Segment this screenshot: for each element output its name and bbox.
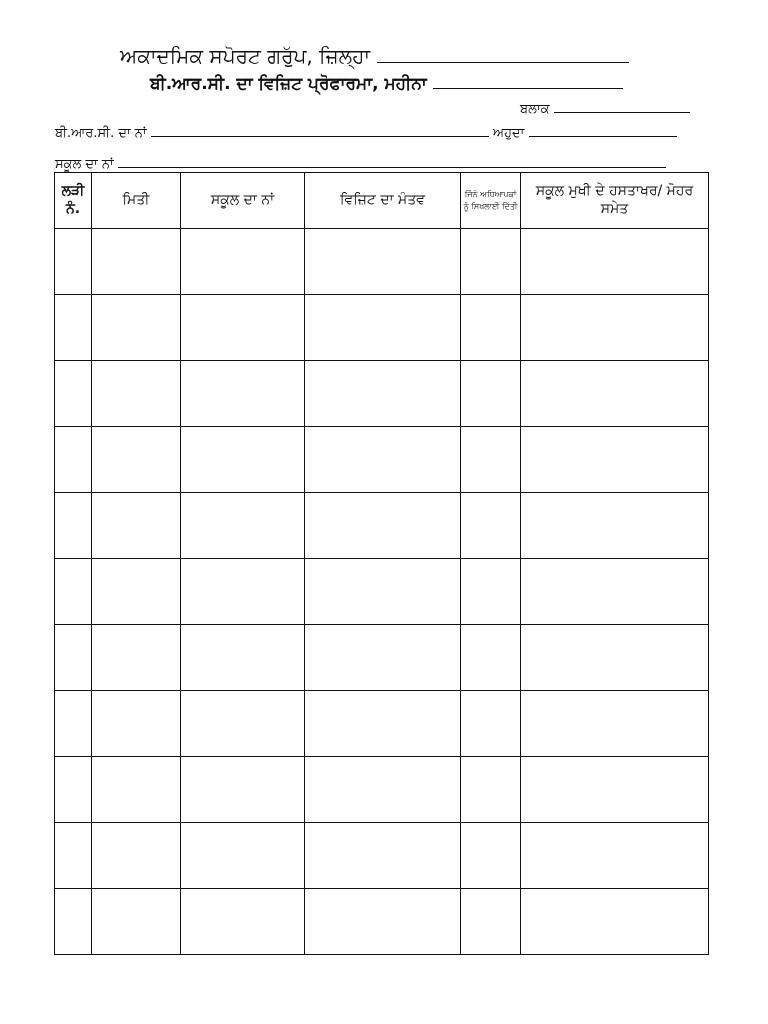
table-cell[interactable] (461, 757, 521, 823)
brc-officer-row (55, 120, 677, 141)
column-serial-number: ਲੜੀ ਨੰ. (55, 173, 92, 229)
school-name-label: ਸਕੂਲ ਦਾ ਨਾਂ (55, 157, 114, 172)
table-cell[interactable] (181, 757, 305, 823)
table-cell[interactable] (521, 361, 709, 427)
table-cell[interactable] (461, 625, 521, 691)
table-row (55, 229, 709, 295)
table-row (55, 625, 709, 691)
column-head-signature-stamp: ਸਕੂਲ ਮੁਖੀ ਦੇ ਹਸਤਾਖਰ/ ਮੋਹਰ ਸਮੇਤ (521, 173, 709, 229)
table-cell[interactable] (92, 229, 181, 295)
table-cell[interactable] (305, 361, 461, 427)
table-cell[interactable] (305, 493, 461, 559)
visit-log-table (54, 172, 709, 955)
table-cell[interactable] (55, 757, 92, 823)
table-cell[interactable] (521, 493, 709, 559)
table-cell[interactable] (461, 361, 521, 427)
table-cell[interactable] (181, 691, 305, 757)
table-cell[interactable] (521, 295, 709, 361)
table-cell[interactable] (55, 625, 92, 691)
table-cell[interactable] (521, 559, 709, 625)
table-cell[interactable] (521, 757, 709, 823)
table-cell[interactable] (181, 889, 305, 955)
table-row (55, 295, 709, 361)
table-cell[interactable] (55, 361, 92, 427)
table-row (55, 493, 709, 559)
table-cell[interactable] (461, 823, 521, 889)
form-subtitle-text: ਬੀ.ਆਰ.ਸੀ. ਦਾ ਵਿਜ਼ਿਟ ਪ੍ਰੋਫਾਰਮਾ, ਮਹੀਨਾ (150, 74, 427, 94)
table-cell[interactable] (461, 427, 521, 493)
table-cell[interactable] (92, 823, 181, 889)
block-label: ਬਲਾਕ (520, 102, 550, 117)
form-title (120, 44, 629, 68)
form-title-text: ਅਕਾਦਮਿਕ ਸਪੋਰਟ ਗਰੁੱਪ, ਜ਼ਿਲ੍ਹਾ (120, 44, 371, 68)
table-cell[interactable] (305, 427, 461, 493)
table-cell[interactable] (305, 625, 461, 691)
table-cell[interactable] (461, 559, 521, 625)
table-cell[interactable] (92, 295, 181, 361)
table-cell[interactable] (92, 625, 181, 691)
school-name-row (55, 151, 666, 172)
table-cell[interactable] (181, 427, 305, 493)
school-name-blank-field[interactable] (118, 151, 666, 168)
table-cell[interactable] (181, 559, 305, 625)
table-cell[interactable] (55, 559, 92, 625)
table-cell[interactable] (461, 229, 521, 295)
column-school-name: ਸਕੂਲ ਦਾ ਨਾਂ (181, 173, 305, 229)
table-cell[interactable] (181, 295, 305, 361)
column-visit-purpose: ਵਿਜ਼ਿਟ ਦਾ ਮੰਤਵ (305, 173, 461, 229)
table-row (55, 757, 709, 823)
table-cell[interactable] (181, 625, 305, 691)
month-blank-field[interactable] (433, 72, 623, 89)
table-cell[interactable] (461, 691, 521, 757)
table-row (55, 361, 709, 427)
table-row (55, 559, 709, 625)
table-cell[interactable] (55, 691, 92, 757)
table-cell[interactable] (55, 295, 92, 361)
table-cell[interactable] (521, 625, 709, 691)
table-row (55, 427, 709, 493)
table-cell[interactable] (92, 361, 181, 427)
designation-label: ਅਹੁਦਾ (492, 126, 525, 141)
table-cell[interactable] (181, 229, 305, 295)
block-field-row (520, 96, 690, 117)
table-cell[interactable] (181, 823, 305, 889)
table-cell[interactable] (305, 889, 461, 955)
brc-name-label: ਬੀ.ਆਰ.ਸੀ. ਦਾ ਨਾਂ (55, 126, 147, 141)
column-date: ਮਿਤੀ (92, 173, 181, 229)
table-cell[interactable] (181, 361, 305, 427)
brc-name-blank-field[interactable] (151, 120, 489, 137)
table-row (55, 823, 709, 889)
table-cell[interactable] (521, 229, 709, 295)
table-cell[interactable] (461, 493, 521, 559)
table-cell[interactable] (92, 559, 181, 625)
table-cell[interactable] (521, 691, 709, 757)
table-cell[interactable] (92, 691, 181, 757)
table-cell[interactable] (55, 823, 92, 889)
table-row (55, 889, 709, 955)
table-cell[interactable] (305, 691, 461, 757)
table-cell[interactable] (55, 229, 92, 295)
column-teachers-trained: ਜਿੰਨੇ ਅਧਿਆਪਕਾਂ ਨੂੰ ਸਿਖਲਾਈ ਦਿੱਤੀ (461, 173, 521, 229)
table-cell[interactable] (92, 889, 181, 955)
district-blank-field[interactable] (377, 46, 629, 63)
table-cell[interactable] (92, 493, 181, 559)
designation-blank-field[interactable] (529, 120, 677, 137)
table-row (55, 691, 709, 757)
table-cell[interactable] (521, 823, 709, 889)
table-cell[interactable] (305, 757, 461, 823)
form-subtitle (150, 72, 623, 94)
table-cell[interactable] (305, 559, 461, 625)
table-cell[interactable] (55, 493, 92, 559)
table-cell[interactable] (521, 889, 709, 955)
block-blank-field[interactable] (554, 96, 690, 113)
table-cell[interactable] (305, 823, 461, 889)
table-cell[interactable] (181, 493, 305, 559)
table-cell[interactable] (55, 889, 92, 955)
table-cell[interactable] (305, 229, 461, 295)
table-cell[interactable] (461, 295, 521, 361)
table-header-row (55, 173, 709, 229)
table-cell[interactable] (461, 889, 521, 955)
table-cell[interactable] (92, 427, 181, 493)
table-cell[interactable] (521, 427, 709, 493)
table-cell[interactable] (92, 757, 181, 823)
table-cell[interactable] (55, 427, 92, 493)
table-cell[interactable] (305, 295, 461, 361)
